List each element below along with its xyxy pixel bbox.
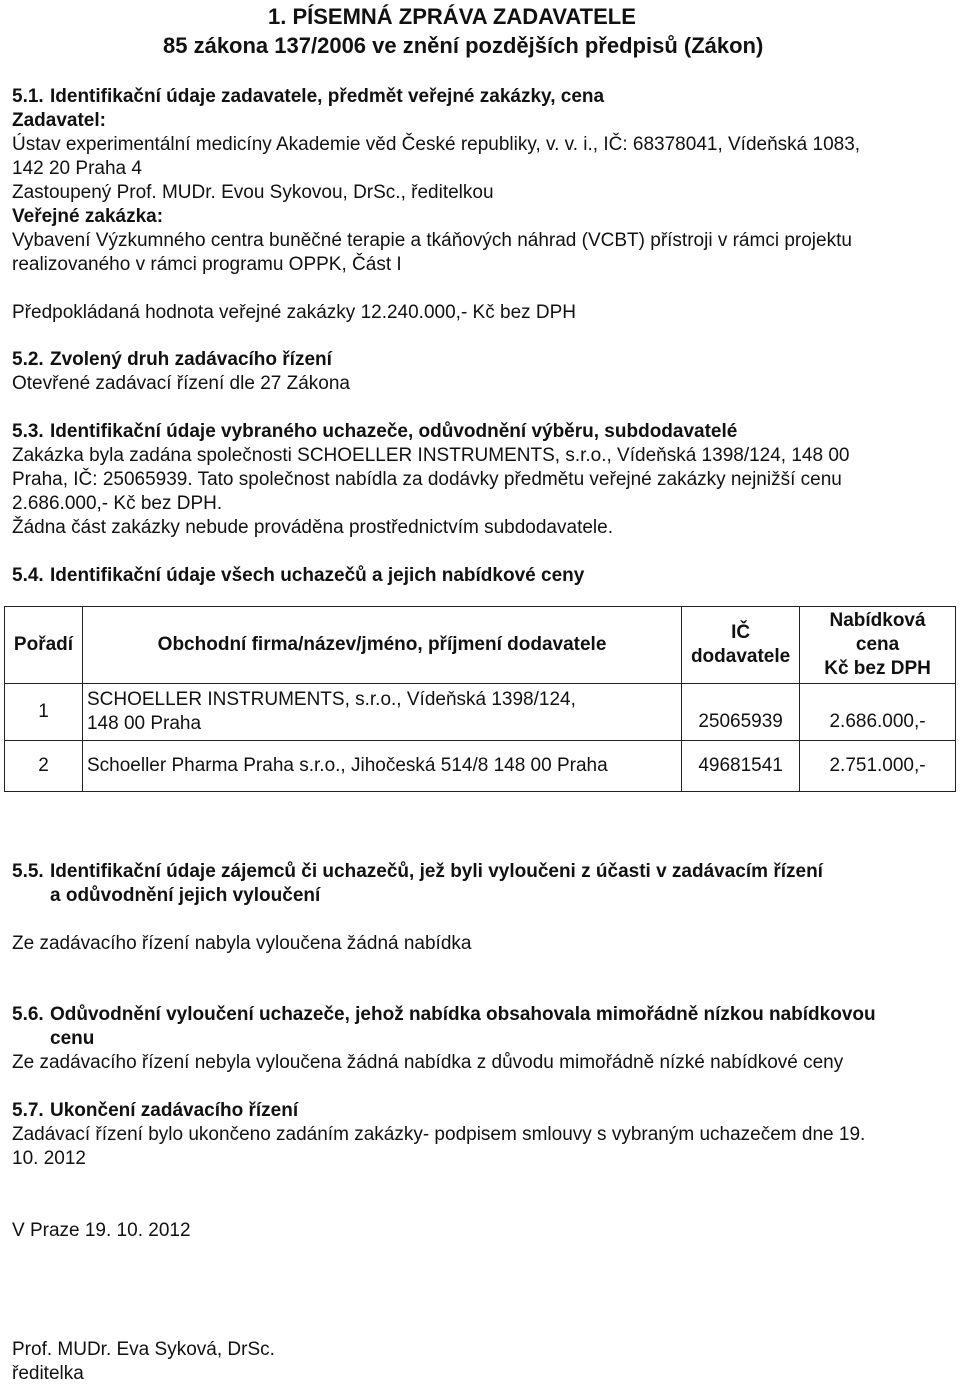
section-number: 5.1. — [12, 86, 44, 107]
section-title: Identifikační údaje zájemců či uchazečů, jež byli vyloučeni z účasti v zadávacím řízení — [50, 861, 823, 882]
section-5-7-heading — [12, 1099, 298, 1123]
section-title-continued: a odůvodnění jejich vyloučení — [50, 885, 321, 906]
section-title: Ukončení zadávacího řízení — [50, 1100, 299, 1121]
document-title: 1. PÍSEMNÁ ZPRÁVA ZADAVATELE — [268, 4, 636, 29]
row-cena: 2.686.000,- — [800, 684, 956, 741]
section-title: Zvolený druh zadávacího řízení — [50, 349, 332, 370]
signatory-name: Prof. MUDr. Eva Syková, DrSc. — [12, 1339, 275, 1360]
header-firma: Obchodní firma/název/jméno, příjmení dodavatele — [82, 607, 681, 684]
section-title: Identifikační údaje zadavatele, předmět veřejné zakázky, cena — [50, 86, 605, 107]
section-5-6-heading — [12, 1003, 876, 1027]
section-title-continued: cenu — [50, 1028, 95, 1049]
place-date: V Praze 19. 10. 2012 — [12, 1220, 191, 1241]
document-subtitle: 85 zákona 137/2006 ve znění pozdějších předpisů (Zákon) — [163, 33, 764, 58]
table-row — [5, 741, 956, 792]
estimated-value: Předpokládaná hodnota veřejné zakázky 12.240.000,- Kč bez DPH — [12, 302, 577, 323]
zakazka-line-2: realizovaného v rámci programu OPPK, Část I — [12, 254, 402, 275]
completion-line-1: Zadávací řízení bylo ukončeno zadáním zakázky- podpisem smlouvy s vybraným uchazečem dne 19. — [12, 1124, 866, 1145]
zadavatel-line-2: 142 20 Praha 4 — [12, 158, 142, 179]
section-number: 5.7. — [12, 1100, 44, 1121]
section-number: 5.6. — [12, 1004, 44, 1025]
zadavatel-line-1: Ústav experimentální medicíny Akademie věd České republiky, v. v. i., IČ: 68378041, Vídeňská 1083, — [12, 134, 861, 155]
table-row — [5, 684, 956, 741]
section-title: Identifikační údaje všech uchazečů a jejich nabídkové ceny — [50, 565, 585, 586]
section-number: 5.3. — [12, 421, 44, 442]
header-poradi: Pořadí — [5, 607, 83, 684]
zakazka-line-1: Vybavení Výzkumného centra buněčné terapie a tkáňových náhrad (VCBT) přístroji v rámci projektu — [12, 230, 852, 251]
zakazka-label: Veřejné zakázka: — [12, 206, 164, 227]
subcontractor-note: Žádna část zakázky nebude prováděna prostřednictvím subdodavatele. — [12, 517, 613, 538]
winner-line-2: Praha, IČ: 25065939. Tato společnost nabídla za dodávky předmětu veřejné zakázky nejnižší cenu — [12, 469, 842, 490]
section-5-3-heading — [12, 420, 737, 444]
section-number: 5.4. — [12, 565, 44, 586]
winner-line-1: Zakázka byla zadána společnosti SCHOELLER INSTRUMENTS, s.r.o., Vídeňská 1398/124, 148 00 — [12, 445, 850, 466]
section-title: Odůvodnění vyloučení uchazeče, jehož nabídka obsahovala mimořádně nízkou nabídkovou — [50, 1004, 876, 1025]
section-number: 5.2. — [12, 349, 44, 370]
procedure-type: Otevřené zadávací řízení dle 27 Zákona — [12, 373, 350, 394]
section-number: 5.5. — [12, 861, 44, 882]
row-poradi: 1 — [5, 684, 83, 741]
row-poradi: 2 — [5, 741, 83, 792]
offers-table — [4, 606, 956, 792]
row-firma: SCHOELLER INSTRUMENTS, s.r.o., Vídeňská 1398/124, 148 00 Praha — [82, 684, 681, 741]
table-header-row — [5, 607, 956, 684]
section-5-2-heading — [12, 348, 332, 372]
row-ic: 25065939 — [682, 684, 800, 741]
winner-line-3: 2.686.000,- Kč bez DPH. — [12, 493, 223, 514]
row-cena: 2.751.000,- — [800, 741, 956, 792]
section-5-4-heading — [12, 564, 584, 588]
row-ic: 49681541 — [682, 741, 800, 792]
header-ic: IČ dodavatele — [682, 607, 800, 684]
section-title: Identifikační údaje vybraného uchazeče, odůvodnění výběru, subdodavatelé — [50, 421, 738, 442]
completion-line-2: 10. 2012 — [12, 1148, 86, 1169]
signatory-role: ředitelka — [12, 1363, 84, 1384]
zadavatel-line-3: Zastoupený Prof. MUDr. Evou Sykovou, DrSc., ředitelkou — [12, 182, 494, 203]
section-5-5-heading — [12, 860, 823, 884]
section-5-1-heading — [12, 85, 604, 109]
zadavatel-label: Zadavatel: — [12, 110, 106, 131]
low-price-text: Ze zadávacího řízení nebyla vyloučena žádná nabídka z důvodu mimořádně nízké nabídkové ceny — [12, 1052, 844, 1073]
exclusion-text: Ze zadávacího řízení nabyla vyloučena žádná nabídka — [12, 933, 472, 954]
header-cena: Nabídková cena Kč bez DPH — [800, 607, 956, 684]
row-firma: Schoeller Pharma Praha s.r.o., Jihočeská 514/8 148 00 Praha — [82, 741, 681, 792]
